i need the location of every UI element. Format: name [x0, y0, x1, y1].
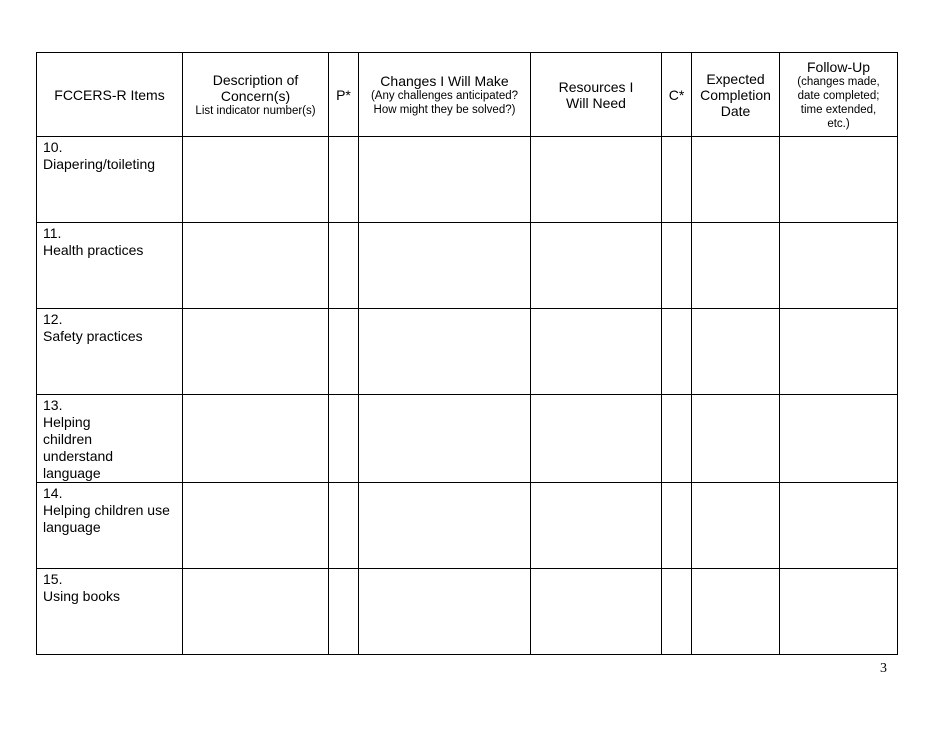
header-c: C*: [662, 53, 692, 137]
changes-cell[interactable]: [359, 309, 531, 395]
table-row: [37, 137, 898, 223]
item-cell: [37, 483, 183, 569]
expected-date-cell[interactable]: [692, 223, 780, 309]
page-number: 3: [880, 661, 887, 676]
followup-cell[interactable]: [780, 223, 898, 309]
followup-cell[interactable]: [780, 137, 898, 223]
changes-cell[interactable]: [359, 223, 531, 309]
table-row: [37, 223, 898, 309]
description-cell[interactable]: [183, 569, 329, 655]
header-items: FCCERS-R Items: [37, 53, 183, 137]
followup-cell[interactable]: [780, 569, 898, 655]
c-cell[interactable]: [662, 483, 692, 569]
changes-cell[interactable]: [359, 483, 531, 569]
table-row: [37, 483, 898, 569]
item-label: Helping children understand language: [43, 414, 114, 481]
p-cell[interactable]: [329, 483, 359, 569]
expected-date-cell[interactable]: [692, 569, 780, 655]
changes-cell[interactable]: [359, 395, 531, 483]
table-row: [37, 569, 898, 655]
item-label: Helping children use language: [43, 502, 170, 535]
item-number: 10.: [43, 139, 63, 155]
header-followup: Follow-Up (changes made, date completed; time extended, etc.): [780, 53, 898, 137]
p-cell[interactable]: [329, 223, 359, 309]
description-cell[interactable]: [183, 395, 329, 483]
expected-date-cell[interactable]: [692, 309, 780, 395]
description-cell[interactable]: [183, 309, 329, 395]
item-number: 13.: [43, 397, 63, 413]
header-expected: Expected Completion Date: [692, 53, 780, 137]
item-label: Using books: [43, 588, 121, 604]
item-label: Health practices: [43, 242, 144, 258]
item-label: Diapering/toileting: [43, 156, 156, 172]
item-label: Safety practices: [43, 328, 143, 344]
table-row: [37, 395, 898, 483]
expected-date-cell[interactable]: [692, 483, 780, 569]
table-row: [37, 309, 898, 395]
resources-cell[interactable]: [531, 309, 662, 395]
item-number: 15.: [43, 571, 63, 587]
description-cell[interactable]: [183, 137, 329, 223]
item-number: 12.: [43, 311, 63, 327]
resources-cell[interactable]: [531, 395, 662, 483]
p-cell[interactable]: [329, 395, 359, 483]
description-cell[interactable]: [183, 483, 329, 569]
c-cell[interactable]: [662, 223, 692, 309]
expected-date-cell[interactable]: [692, 395, 780, 483]
header-p: P*: [329, 53, 359, 137]
description-cell[interactable]: [183, 223, 329, 309]
expected-date-cell[interactable]: [692, 137, 780, 223]
action-plan-table: [36, 52, 898, 655]
item-number: 14.: [43, 485, 63, 501]
c-cell[interactable]: [662, 137, 692, 223]
header-row: [37, 53, 898, 137]
item-number: 11.: [43, 225, 62, 241]
c-cell[interactable]: [662, 569, 692, 655]
item-cell: [37, 569, 183, 655]
c-cell[interactable]: [662, 395, 692, 483]
resources-cell[interactable]: [531, 137, 662, 223]
header-changes: Changes I Will Make (Any challenges anticipated? How might they be solved?): [359, 53, 531, 137]
followup-cell[interactable]: [780, 395, 898, 483]
item-cell: [37, 137, 183, 223]
header-description: Description of Concern(s) List indicator number(s): [183, 53, 329, 137]
changes-cell[interactable]: [359, 569, 531, 655]
item-cell: [37, 395, 183, 483]
resources-cell[interactable]: [531, 223, 662, 309]
changes-cell[interactable]: [359, 137, 531, 223]
c-cell[interactable]: [662, 309, 692, 395]
followup-cell[interactable]: [780, 483, 898, 569]
p-cell[interactable]: [329, 137, 359, 223]
followup-cell[interactable]: [780, 309, 898, 395]
resources-cell[interactable]: [531, 569, 662, 655]
p-cell[interactable]: [329, 569, 359, 655]
header-resources: Resources I Will Need: [531, 53, 662, 137]
p-cell[interactable]: [329, 309, 359, 395]
item-cell: [37, 309, 183, 395]
item-cell: [37, 223, 183, 309]
resources-cell[interactable]: [531, 483, 662, 569]
